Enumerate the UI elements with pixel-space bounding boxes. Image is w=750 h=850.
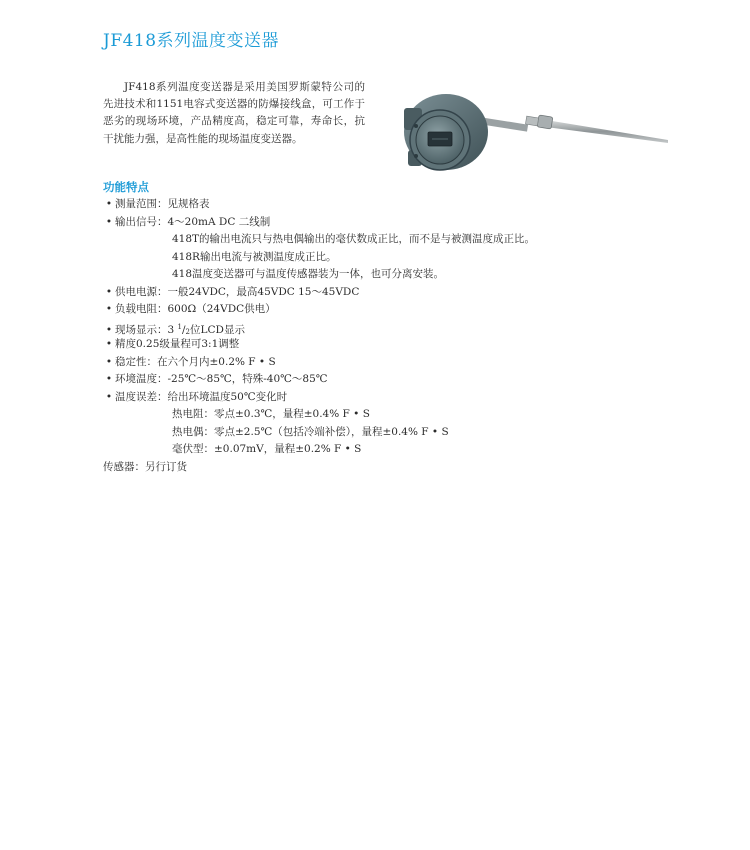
- bullet: •: [105, 285, 113, 298]
- probe-fitting: [537, 115, 553, 129]
- spec-output-note-1: 418T的输出电流只与热电偶输出的毫伏数成正比，而不是与被测温度成正比。: [172, 233, 536, 245]
- spec-output: • 输出信号：4～20mA DC 二线制: [103, 214, 663, 232]
- spec-temp-error: • 温度误差：给出环境温度50℃变化时: [103, 389, 663, 407]
- bullet: •: [105, 198, 113, 210]
- bullet: •: [105, 355, 113, 368]
- transmitter-photo: [396, 90, 676, 190]
- bullet: •: [105, 303, 113, 315]
- spec-ambient: • 环境温度：-25℃～85℃，特殊-40℃～85℃: [103, 371, 663, 389]
- spec-stability: • 稳定性：在六个月内±0.2% F • S: [103, 354, 663, 372]
- bullet: •: [105, 390, 113, 403]
- spec-sensor: 传感器：另行订货: [103, 460, 187, 473]
- spec-thermocouple: 热电偶：零点±2.5℃（包括冷端补偿），量程±0.4% F • S: [172, 425, 449, 438]
- spec-list: [103, 196, 663, 476]
- section-title-features: 功能特点: [103, 180, 149, 194]
- spec-rtd: 热电阻：零点±0.3℃，量程±0.4% F • S: [172, 408, 370, 420]
- spec-millivolt: 毫伏型：±0.07mV，量程±0.2% F • S: [172, 443, 362, 455]
- bullet: •: [105, 373, 113, 385]
- spec-display: • 现场显示：3 $^1$/2位LCD显示: [103, 319, 663, 337]
- bullet: •: [105, 215, 113, 228]
- probe-rod: [546, 120, 668, 143]
- bullet: •: [105, 338, 113, 350]
- spec-power: • 供电电源：一般24VDC，最高45VDC 15～45VDC: [103, 284, 663, 302]
- spec-range: • 测量范围：见规格表: [103, 196, 663, 214]
- intro-paragraph: JF418系列温度变送器是采用美国罗斯蒙特公司的先进技术和1151电容式变送器的防爆接线盒，可工作于恶劣的现场环境，产品精度高，稳定可靠，寿命长，抗干扰能力强，是高性能的现场温度变送器。: [103, 81, 365, 145]
- page-title: JF418系列温度变送器: [103, 31, 280, 51]
- spec-output-note-3: 418温度变送器可与温度传感器装为一体，也可分离安装。: [172, 268, 445, 280]
- bullet: •: [105, 323, 113, 336]
- spec-load: • 负载电阻：600Ω（24VDC供电）: [103, 301, 663, 319]
- spec-accuracy: • 精度0.25级量程可3:1调整: [103, 336, 663, 354]
- spec-output-note-2: 418R输出电流与被测温度成正比。: [172, 250, 337, 263]
